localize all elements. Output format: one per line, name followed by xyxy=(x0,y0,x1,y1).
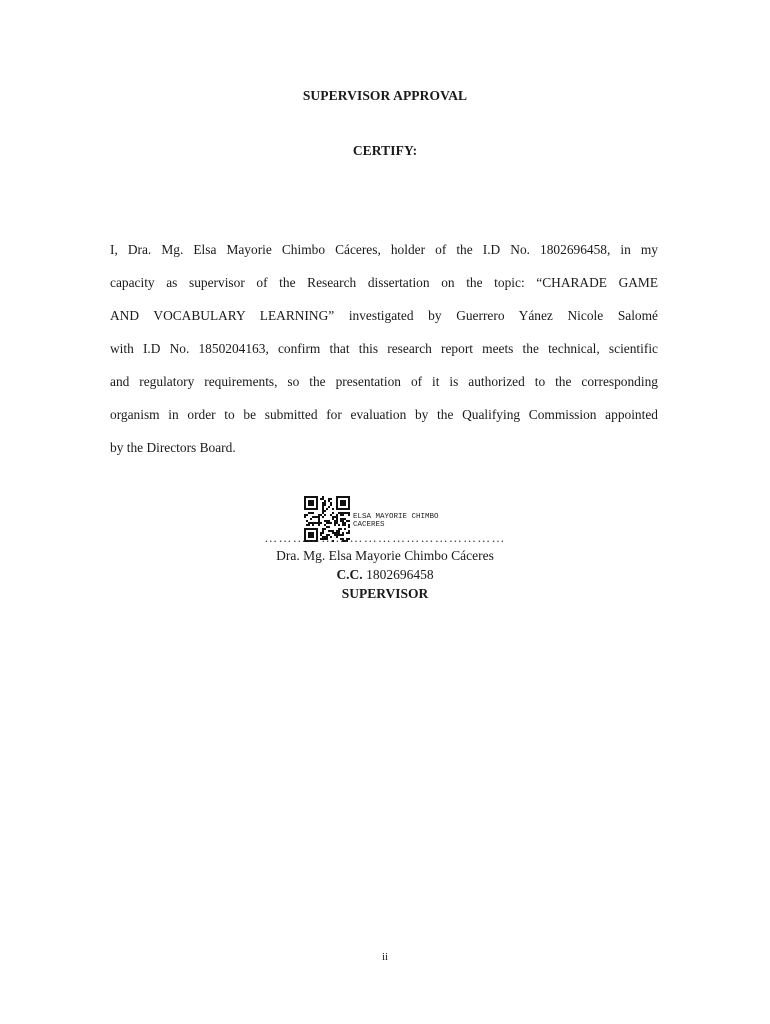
id-label: C.C. xyxy=(336,567,363,582)
paragraph-line: organism in order to be submitted for evaluation by the Qualifying Commission appointed xyxy=(110,407,658,422)
paragraph-line: with I.D No. 1850204163, confirm that this research report meets the technical, scientific xyxy=(110,341,658,356)
signature-block xyxy=(0,494,770,614)
certification-paragraph xyxy=(110,240,658,471)
supervisor-name: Dra. Mg. Elsa Mayorie Chimbo Cáceres xyxy=(276,548,494,563)
digital-signer-name: ELSA MAYORIE CHIMBO CACERES xyxy=(353,513,439,529)
signature-line: …………………………………………… xyxy=(264,530,506,545)
document-title: SUPERVISOR APPROVAL xyxy=(302,88,468,103)
paragraph-line: AND VOCABULARY LEARNING” investigated by Guerrero Yánez Nicole Salomé xyxy=(110,308,658,323)
id-number: 1802696458 xyxy=(366,567,434,582)
paragraph-line: by the Directors Board. xyxy=(110,440,236,455)
paragraph-line: and regulatory requirements, so the presentation of it is authorized to the corresponding xyxy=(110,374,658,389)
supervisor-id xyxy=(0,567,770,583)
page-number: ii xyxy=(381,951,389,963)
paragraph-line: capacity as supervisor of the Research dissertation on the topic: “CHARADE GAME xyxy=(110,275,658,290)
paragraph-line: I, Dra. Mg. Elsa Mayorie Chimbo Cáceres, holder of the I.D No. 1802696458, in my xyxy=(110,242,658,257)
document-subtitle: CERTIFY: xyxy=(352,143,418,158)
supervisor-role: SUPERVISOR xyxy=(341,586,429,601)
